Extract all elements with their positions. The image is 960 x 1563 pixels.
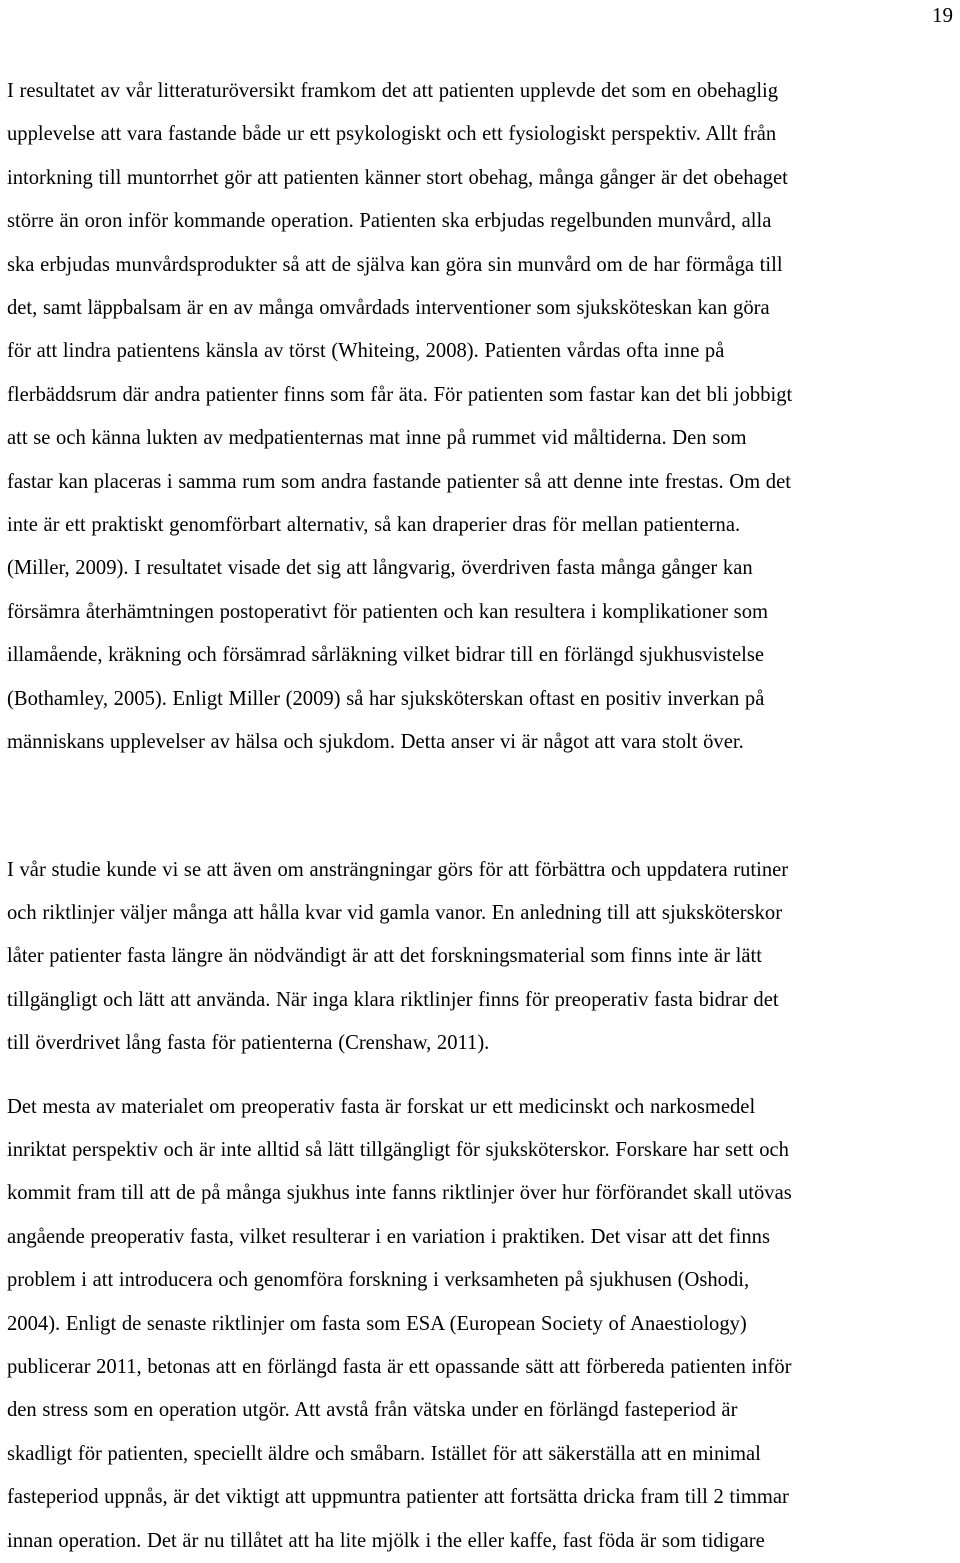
text-line: tillgängligt och lätt att använda. När inga klara riktlinjer finns för preoperativ fasta bidrar det	[7, 988, 779, 1011]
text-line: upplevelse att vara fastande både ur ett psykologiskt och ett fysiologiskt perspektiv. Allt från	[7, 123, 777, 146]
text-line: intorkning till muntorrhet gör att patienten känner stort obehag, många gånger är det obehaget	[7, 166, 788, 189]
text-line: den stress som en operation utgör. Att avstå från vätska under en förlängd fasteperiod är	[7, 1399, 738, 1422]
text-line: angående preoperativ fasta, vilket resulterar i en variation i praktiken. Det visar att det finns	[7, 1225, 770, 1248]
paragraph-results-summary	[7, 70, 953, 765]
text-line: till överdrivet lång fasta för patienterna (Crenshaw, 2011).	[7, 1032, 490, 1055]
text-line: I vår studie kunde vi se att även om ansträngningar görs för att förbättra och uppdatera rutiner	[7, 858, 789, 881]
text-line: människans upplevelser av hälsa och sjukdom. Detta anser vi är något att vara stolt över.	[7, 731, 744, 754]
document-body	[7, 70, 953, 1563]
text-line: flerbäddsrum där andra patienter finns som får äta. För patienten som fastar kan det bli jobbigt	[7, 383, 793, 406]
text-line: och riktlinjer väljer många att hålla kvar vid gamla vanor. En anledning till att sjuksköterskor	[7, 901, 783, 924]
text-line: fastar kan placeras i samma rum som andra fastande patienter så att denne inte frestas. Om det	[7, 470, 791, 493]
text-line: fasteperiod uppnås, är det viktigt att uppmuntra patienter att fortsätta dricka fram till 2 timmar	[7, 1486, 789, 1509]
text-line: inriktat perspektiv och är inte alltid så lätt tillgängligt för sjuksköterskor. Forskare har sett och	[7, 1138, 789, 1161]
text-line: Det mesta av materialet om preoperativ fasta är forskat ur ett medicinskt och narkosmedel	[7, 1095, 756, 1118]
text-line: det, samt läppbalsam är en av många omvårdads interventioner som sjuksköteskan kan göra	[7, 297, 770, 320]
text-line: ska erbjudas munvårdsprodukter så att de själva kan göra sin munvård om de har förmåga till	[7, 253, 783, 276]
text-line: inte är ett praktiskt genomförbart alternativ, så kan draperier dras för mellan patienterna.	[7, 514, 741, 537]
text-line: försämra återhämtningen postoperativt för patienten och kan resultera i komplikationer som	[7, 600, 769, 623]
text-line: innan operation. Det är nu tillåtet att ha lite mjölk i the eller kaffe, fast föda är som tidigare	[7, 1529, 765, 1552]
text-line: problem i att introducera och genomföra forskning i verksamheten på sjukhusen (Oshodi,	[7, 1269, 750, 1292]
text-line: att se och känna lukten av medpatienternas mat inne på rummet vid måltiderna. Den som	[7, 427, 747, 450]
text-line: illamående, kräkning och försämrad sårläkning vilket bidrar till en förlängd sjukhusvistelse	[7, 644, 765, 667]
text-line: (Bothamley, 2005). Enligt Miller (2009) så har sjuksköterskan oftast en positiv inverkan på	[7, 687, 765, 710]
paragraph-preoperative-fasting-research	[7, 1086, 953, 1563]
text-line: kommit fram till att de på många sjukhus inte fanns riktlinjer över hur förförandet skall utövas	[7, 1182, 792, 1205]
text-line: för att lindra patientens känsla av törst (Whiteing, 2008). Patienten vårdas ofta inne på	[7, 340, 725, 363]
text-line: låter patienter fasta längre än nödvändigt är att det forskningsmaterial som finns inte är lätt	[7, 945, 762, 968]
page-number: 19	[932, 3, 953, 27]
paragraph-routines-study	[7, 849, 953, 1066]
text-line: (Miller, 2009). I resultatet visade det sig att långvarig, överdriven fasta många gånger kan	[7, 557, 753, 580]
text-line: publicerar 2011, betonas att en förlängd fasta är ett opassande sätt att förbereda patienten inför	[7, 1355, 792, 1378]
text-line: större än oron inför kommande operation. Patienten ska erbjudas regelbunden munvård, alla	[7, 210, 772, 233]
text-line: 2004). Enligt de senaste riktlinjer om fasta som ESA (European Society of Anaestiology)	[7, 1312, 747, 1335]
text-line: I resultatet av vår litteraturöversikt framkom det att patienten upplevde det som en obehaglig	[7, 80, 779, 102]
text-line: skadligt för patienten, speciellt äldre och småbarn. Istället för att säkerställa att en minimal	[7, 1442, 761, 1465]
